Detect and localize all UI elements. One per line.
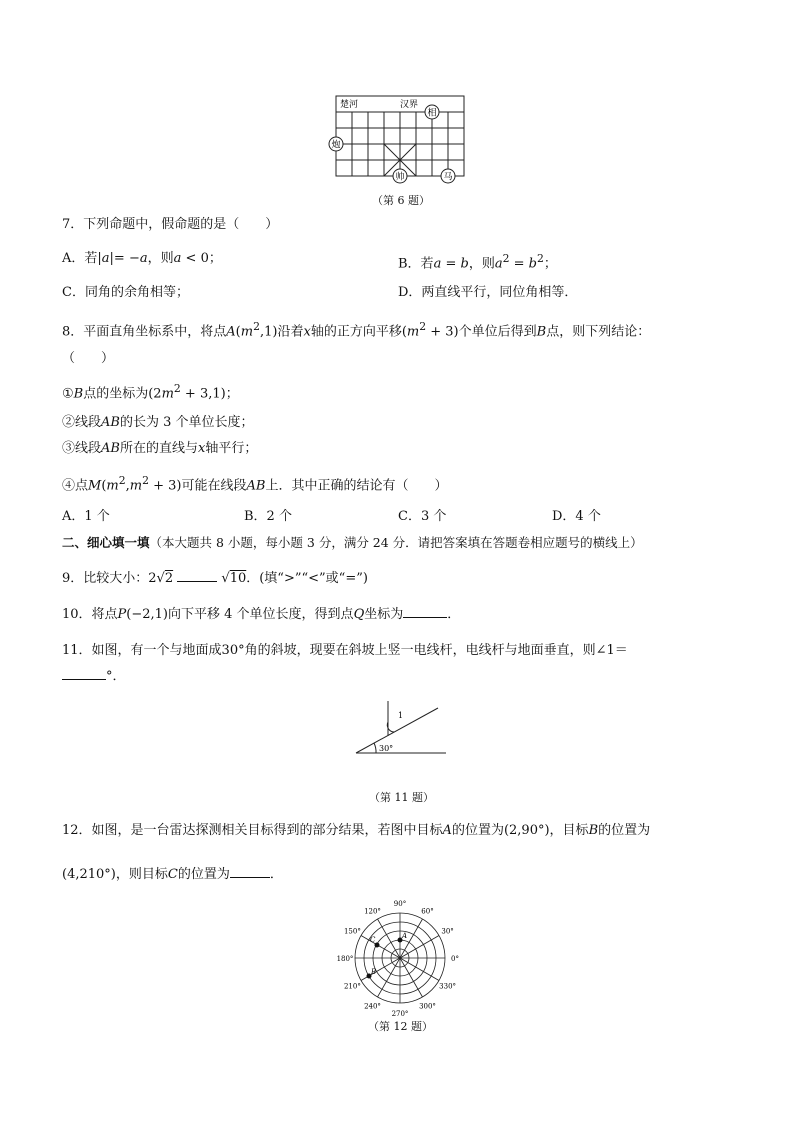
- q8-statement-1: ①B点的坐标为$(2m^2 + 3,1)$；: [62, 382, 239, 402]
- q7-stem: 7．下列命题中，假命题的是（ ）: [62, 217, 279, 232]
- q12-answer-blank[interactable]: [230, 864, 270, 878]
- radar-angle-label-270: 270°: [391, 1010, 409, 1018]
- q8-option-a: A．1 个: [62, 509, 110, 524]
- piece-xiang: [425, 105, 439, 119]
- q9-answer-blank[interactable]: [177, 568, 217, 582]
- q7-option-a: A．若|a|= −a，则a < 0；: [62, 251, 222, 266]
- radar-point-b-label: B: [371, 968, 377, 976]
- radar-point-c-label: C: [370, 936, 376, 944]
- figure-6-chessboard: [328, 92, 470, 188]
- q8-paren: （ ）: [62, 351, 115, 366]
- han-jie-label: 汉界: [400, 100, 419, 110]
- q11-line1: 11．如图，有一个与地面成30°角的斜坡，现要在斜坡上竖一电线杆，电线杆与地面垂直，则∠1＝: [62, 643, 628, 658]
- piece-xiang-label: 相: [427, 108, 437, 119]
- q9: 9．比较大小：2√2 √10．(填“>”“<”或“=”): [62, 568, 368, 588]
- q8-statement-4: ④点$M(m^2,m^2 + 3)$可能在线段AB上．其中正确的结论有（ ）: [62, 474, 448, 494]
- radar-angle-label-30: 30°: [441, 927, 454, 936]
- figure-12-radar: [334, 900, 468, 1018]
- radar-angle-label-60: 60°: [421, 907, 434, 916]
- q8-stem: 8．平面直角坐标系中，将点$A(m^2,1)$沿着x轴的正方向平移$(m^2 + 3)$个单位后得到B点，则下列结论：: [62, 320, 651, 340]
- piece-pao-label: 炮: [331, 140, 341, 151]
- radar-angle-label-300: 300°: [419, 1002, 436, 1011]
- radar-angle-label-150: 150°: [343, 927, 361, 936]
- section-2-heading: [62, 534, 643, 552]
- q12-line1: 12．如图，是一台雷达探测相关目标得到的部分结果，若图中目标A的位置为(2,90°)，目标B的位置为: [62, 823, 651, 838]
- radar-angle-label-120: 120°: [364, 907, 381, 916]
- q7-option-b: B．若a = b，则$a^2 = b^2$；: [398, 252, 557, 272]
- piece-pao: [329, 137, 343, 151]
- q12-line2: (4,210°)，则目标C的位置为 ．: [62, 864, 283, 884]
- piece-ma-label: 马: [443, 172, 453, 183]
- section-2-title: 二、细心填一填: [62, 535, 150, 550]
- radar-point-b: [367, 968, 377, 979]
- chu-he-label: 楚河: [340, 100, 359, 110]
- piece-shuai-label: 帅: [395, 172, 405, 183]
- q8-option-c: C．3 个: [398, 509, 447, 524]
- q8-statement-3: ③线段AB所在的直线与x轴平行；: [62, 441, 258, 456]
- radar-angle-label-210: 210°: [343, 982, 361, 991]
- q7-option-c: C．同角的余角相等；: [62, 285, 189, 300]
- figure-11-slope: [352, 698, 452, 758]
- radar-angle-label-90: 90°: [393, 900, 407, 908]
- radar-angle-label-0: 0°: [451, 955, 459, 963]
- q8-option-d: D．4 个: [552, 509, 601, 524]
- radar-point-a-label: A: [402, 932, 408, 940]
- radar-angle-label-330: 330°: [439, 982, 457, 991]
- fig11-angle-30-label: 30°: [379, 744, 394, 753]
- piece-shuai: [393, 169, 407, 183]
- section-2-desc: （本大题共 8 小题，每小题 3 分，满分 24 分．请把答案填在答题卷相应题号的横线上）: [149, 535, 643, 550]
- figure-11-caption: （第 11 题）: [369, 791, 434, 804]
- q11-answer-blank[interactable]: [62, 666, 106, 680]
- radar-angle-label-240: 240°: [364, 1002, 381, 1011]
- figure-12-caption: （第 12 题）: [368, 1020, 433, 1033]
- q8-option-b: B．2 个: [244, 509, 292, 524]
- q8-statement-2: ②线段AB的长为 3 个单位长度；: [62, 415, 254, 430]
- fig11-angle-1-label: 1: [398, 711, 404, 720]
- piece-ma: [441, 169, 455, 183]
- q10: 10．将点P(−2,1)向下平移 4 个单位长度，得到点Q坐标为 ．: [62, 604, 460, 624]
- q11-line2: °．: [62, 666, 126, 686]
- q7-option-d: D．两直线平行，同位角相等．: [398, 285, 578, 300]
- q10-answer-blank[interactable]: [403, 604, 447, 618]
- radar-angle-label-180: 180°: [336, 955, 354, 963]
- figure-6-caption: （第 6 题）: [372, 194, 430, 207]
